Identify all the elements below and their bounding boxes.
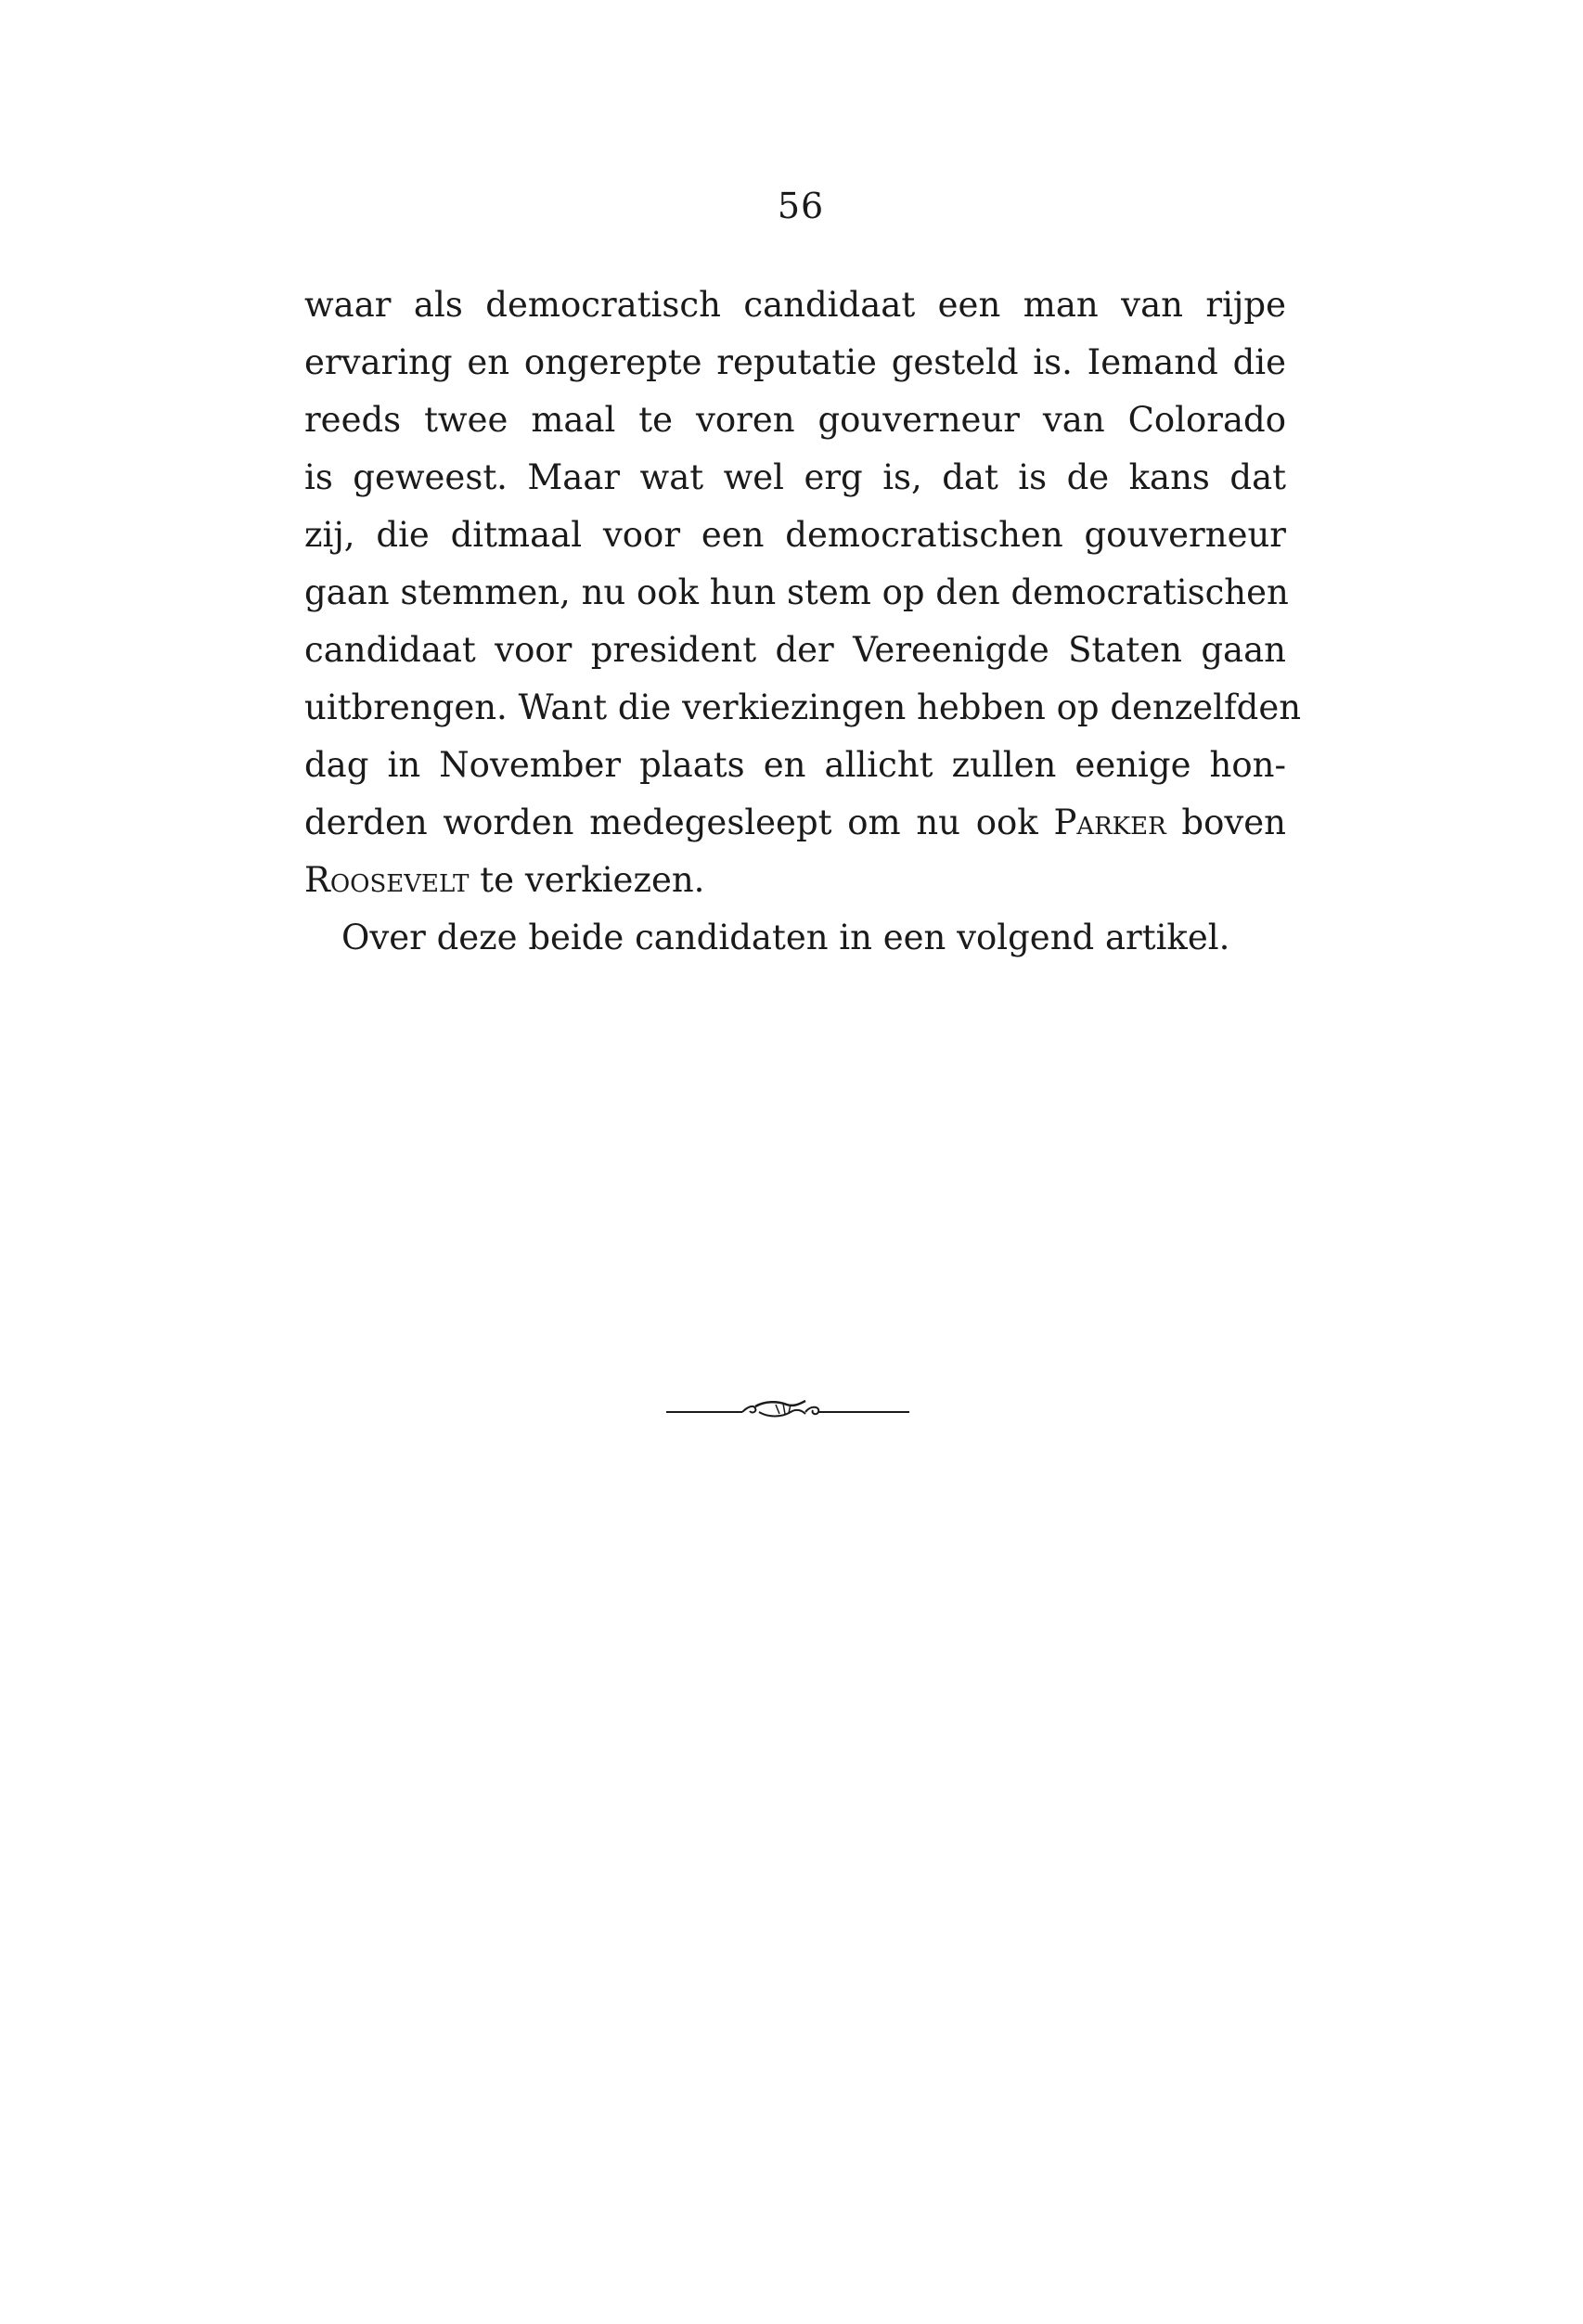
name-parker: Parker	[1053, 802, 1166, 842]
text-line: candidaat voor president der Vereenigde Staten gaan	[304, 630, 1286, 670]
text-line: waar als democratisch candidaat een man van rijpe	[304, 285, 1286, 325]
text-fragment: boven	[1165, 802, 1286, 842]
name-roosevelt: Roosevelt	[304, 860, 470, 900]
text-line: reeds twee maal te voren gouverneur van Colorado	[304, 400, 1286, 440]
page-number: 56	[777, 186, 825, 226]
fleuron-divider-icon	[666, 1393, 909, 1421]
text-fragment: te verkiezen.	[469, 860, 705, 900]
text-line: is geweest. Maar wat wel erg is, dat is de kans dat	[304, 457, 1286, 497]
text-line	[304, 794, 1286, 852]
text-line: zij, die ditmaal voor een democratischen gouverneur	[304, 515, 1286, 555]
text-line: gaan stemmen, nu ook hun stem op den democratischen	[304, 572, 1289, 612]
closing-sentence: Over deze beide candidaten in een volgend artikel.	[341, 918, 1230, 957]
text-line: dag in November plaats en allicht zullen eenige hon-	[304, 745, 1286, 785]
text-line: uitbrengen. Want die verkiezingen hebben op denzelfden	[304, 687, 1302, 727]
text-line: ervaring en ongerepte reputatie gesteld is. Iemand die	[304, 342, 1286, 382]
text-fragment: derden worden medegesleept om nu ook	[304, 802, 1054, 842]
body-text	[304, 276, 1302, 967]
text-line	[304, 852, 1286, 909]
